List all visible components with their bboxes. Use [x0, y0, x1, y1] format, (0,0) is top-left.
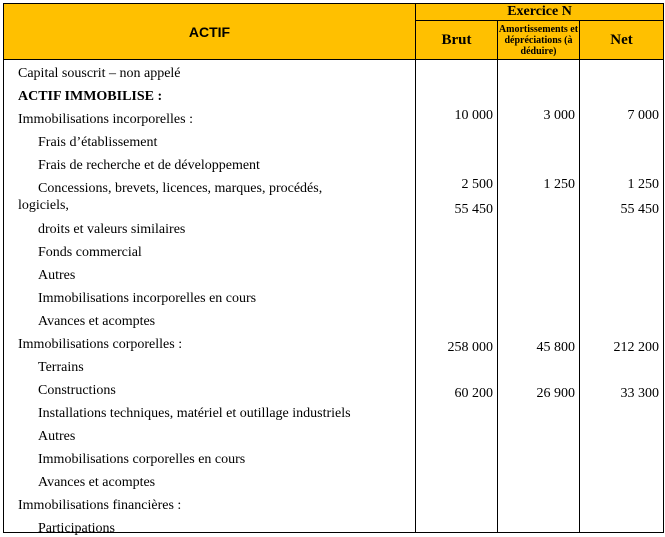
header-net: Net [580, 21, 664, 60]
row-label: Immobilisations incorporelles en cours [38, 291, 257, 306]
header-brut: Brut [416, 21, 498, 60]
brut-column [416, 60, 498, 533]
label-column [4, 60, 416, 536]
row-label: ACTIF IMMOBILISE : [18, 89, 163, 104]
brut-value: 258 000 [447, 340, 493, 355]
row-label: Avances et acomptes [38, 314, 156, 329]
net-value: 33 300 [620, 386, 660, 401]
amort-value: 3 000 [543, 108, 575, 123]
amort-value: 45 800 [536, 340, 575, 355]
header-exercice: Exercice N [416, 4, 664, 21]
brut-value: 2 500 [461, 177, 493, 192]
amortissements-column [498, 60, 580, 533]
row-label: Autres [38, 429, 76, 444]
row-label: logiciels, [18, 198, 69, 213]
net-value: 212 200 [613, 340, 660, 355]
row-label: Immobilisations corporelles : [18, 337, 183, 352]
row-label: Concessions, brevets, licences, marques, procédés, [38, 181, 323, 196]
net-value: 1 250 [627, 177, 660, 192]
brut-value: 60 200 [454, 386, 493, 401]
row-label: Fonds commercial [38, 245, 142, 260]
row-label: Immobilisations corporelles en cours [38, 452, 246, 467]
row-label: droits et valeurs similaires [38, 222, 186, 237]
row-label: Constructions [38, 383, 116, 398]
row-label: Terrains [38, 360, 84, 375]
row-label: Frais de recherche et de développement [38, 158, 260, 173]
row-label: Installations techniques, matériel et outillage industriels [38, 406, 351, 421]
row-label: Capital souscrit – non appelé [18, 66, 181, 81]
header-actif: ACTIF [4, 4, 416, 60]
brut-value: 10 000 [454, 108, 493, 123]
row-label: Frais d’établissement [38, 135, 158, 150]
net-value: 7 000 [627, 108, 660, 123]
amort-value: 1 250 [543, 177, 575, 192]
row-label: Participations [38, 521, 115, 536]
header-amortissements: Amortissements et dépréciations (à déduire) [498, 21, 580, 60]
brut-value: 55 450 [454, 202, 493, 217]
actif-table [3, 3, 664, 536]
net-column [580, 60, 664, 533]
row-label: Immobilisations financières : [18, 498, 182, 513]
row-label: Autres [38, 268, 76, 283]
row-label: Avances et acomptes [38, 475, 156, 490]
amort-value: 26 900 [536, 386, 575, 401]
net-value: 55 450 [620, 202, 660, 217]
row-label: Immobilisations incorporelles : [18, 112, 193, 127]
